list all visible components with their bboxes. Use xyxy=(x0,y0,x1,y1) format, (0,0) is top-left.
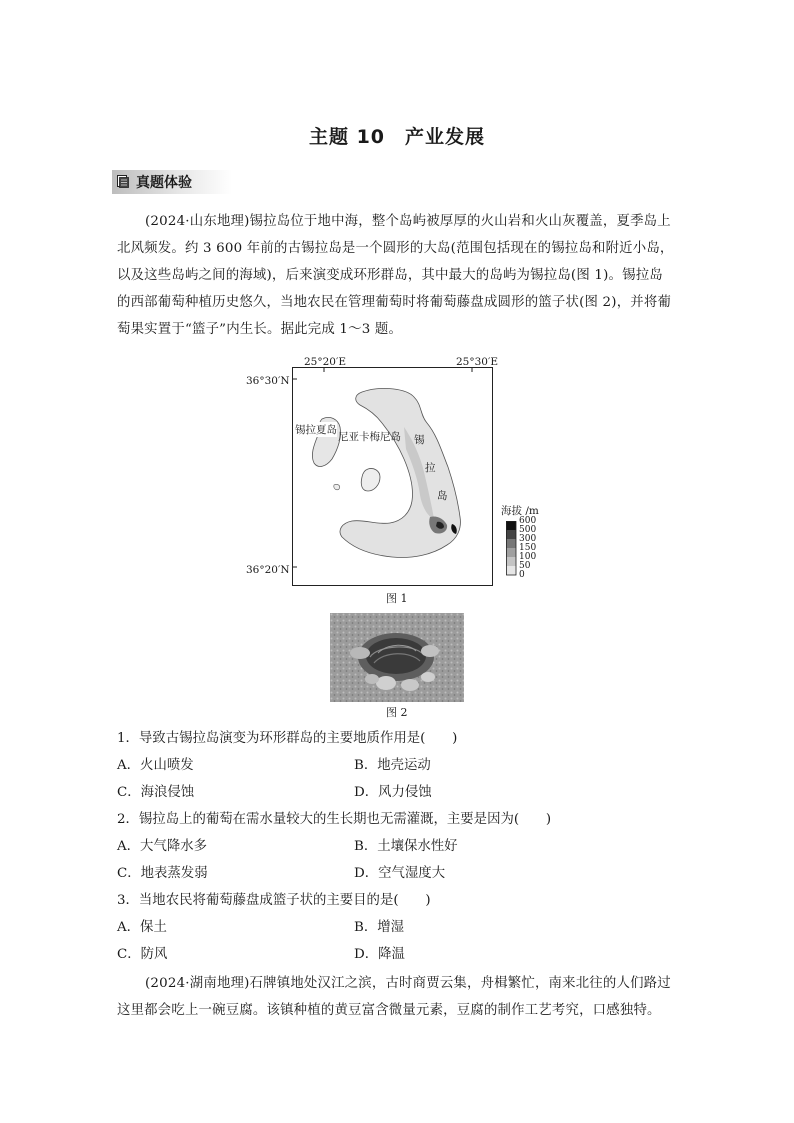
legend-value: 0 xyxy=(519,570,525,580)
lat-top-label: 36°30′N xyxy=(246,375,290,387)
legend-value: 600 xyxy=(519,516,537,526)
thirasia-label: 锡拉夏岛 xyxy=(295,424,337,436)
question-2-stem: 2．锡拉岛上的葡萄在需水量较大的生长期也无需灌溉，主要是因为( ) xyxy=(117,812,552,827)
question-3-stem: 3．当地农民将葡萄藤盘成篮子状的主要目的是( ) xyxy=(117,893,431,908)
question-1-option-b: B．地壳运动 xyxy=(354,758,431,773)
question-2-option-b: B．土壤保水性好 xyxy=(354,839,458,854)
question-1-option-a: A．火山喷发 xyxy=(117,758,194,773)
question-3-option-a: A．保土 xyxy=(117,920,167,935)
thira-label-1: 锡 xyxy=(414,434,425,446)
question-1-option-c: C．海浪侵蚀 xyxy=(117,785,195,800)
nea-kameni-label: 尼亚卡梅尼岛 xyxy=(338,431,401,443)
thira-label-2: 拉 xyxy=(425,462,436,474)
question-2-option-a: A．大气降水多 xyxy=(117,839,208,854)
thira-label-3: 岛 xyxy=(437,490,448,502)
intro-line: (2024·山东地理)锡拉岛位于地中海，整个岛屿被厚厚的火山岩和火山灰覆盖，夏季岛上 xyxy=(145,214,671,229)
question-3-option-b: B．增湿 xyxy=(354,920,405,935)
outro-line: (2024·湖南地理)石牌镇地处汉江之滨，古时商贾云集，舟楫繁忙，南来北往的人们路过 xyxy=(145,976,671,991)
legend-value: 150 xyxy=(519,543,537,553)
legend-value: 100 xyxy=(519,552,537,562)
legend-title: 海拔 /m xyxy=(501,505,539,517)
elevation-legend-bar xyxy=(506,521,518,581)
lat-bottom-label: 36°20′N xyxy=(246,564,290,576)
question-3-option-d: D．降温 xyxy=(354,947,405,962)
question-1-stem: 1．导致古锡拉岛演变为环形群岛的主要地质作用是( ) xyxy=(117,731,458,746)
outro-line: 这里都会吃上一碗豆腐。该镇种植的黄豆富含微量元素，豆腐的制作工艺考究，口感独特。 xyxy=(117,1003,661,1018)
lon-left-label: 25°20′E xyxy=(304,356,347,368)
question-3-option-c: C．防风 xyxy=(117,947,168,962)
figure1-caption: 图 1 xyxy=(386,592,408,605)
intro-line: 以及这些岛屿之间的海域)，后来演变成环形群岛，其中最大的岛屿为锡拉岛(图 1)。锡拉岛 xyxy=(117,268,663,283)
small-islet-shape xyxy=(334,484,340,489)
book-icon xyxy=(117,175,129,188)
legend-value: 300 xyxy=(519,534,537,544)
grapevine-basket-photo xyxy=(330,613,464,702)
section-label: 真题体验 xyxy=(136,175,192,191)
question-2-option-c: C．地表蒸发弱 xyxy=(117,866,208,881)
lon-right-label: 25°30′E xyxy=(456,356,499,368)
question-1-option-d: D．风力侵蚀 xyxy=(354,785,432,800)
section-header xyxy=(112,170,232,194)
legend-value: 500 xyxy=(519,525,537,535)
page-title: 主题 10 产业发展 xyxy=(308,126,486,148)
intro-paragraph xyxy=(117,208,677,343)
legend-value: 50 xyxy=(519,561,531,571)
legend-values xyxy=(519,517,536,580)
figure2-caption: 图 2 xyxy=(386,706,408,719)
outro-paragraph xyxy=(117,970,677,1024)
santorini-map xyxy=(292,367,493,586)
intro-line: 北风频发。约 3 600 年前的古锡拉岛是一个圆形的大岛(范围包括现在的锡拉岛和附近小岛， xyxy=(117,241,674,256)
intro-line: 萄果实置于“篮子”内生长。据此完成 1～3 题。 xyxy=(117,322,403,337)
intro-line: 的西部葡萄种植历史悠久，当地农民在管理葡萄时将葡萄藤盘成圆形的篮子状(图 2)，并将葡 xyxy=(117,295,672,310)
question-2-option-d: D．空气湿度大 xyxy=(354,866,446,881)
